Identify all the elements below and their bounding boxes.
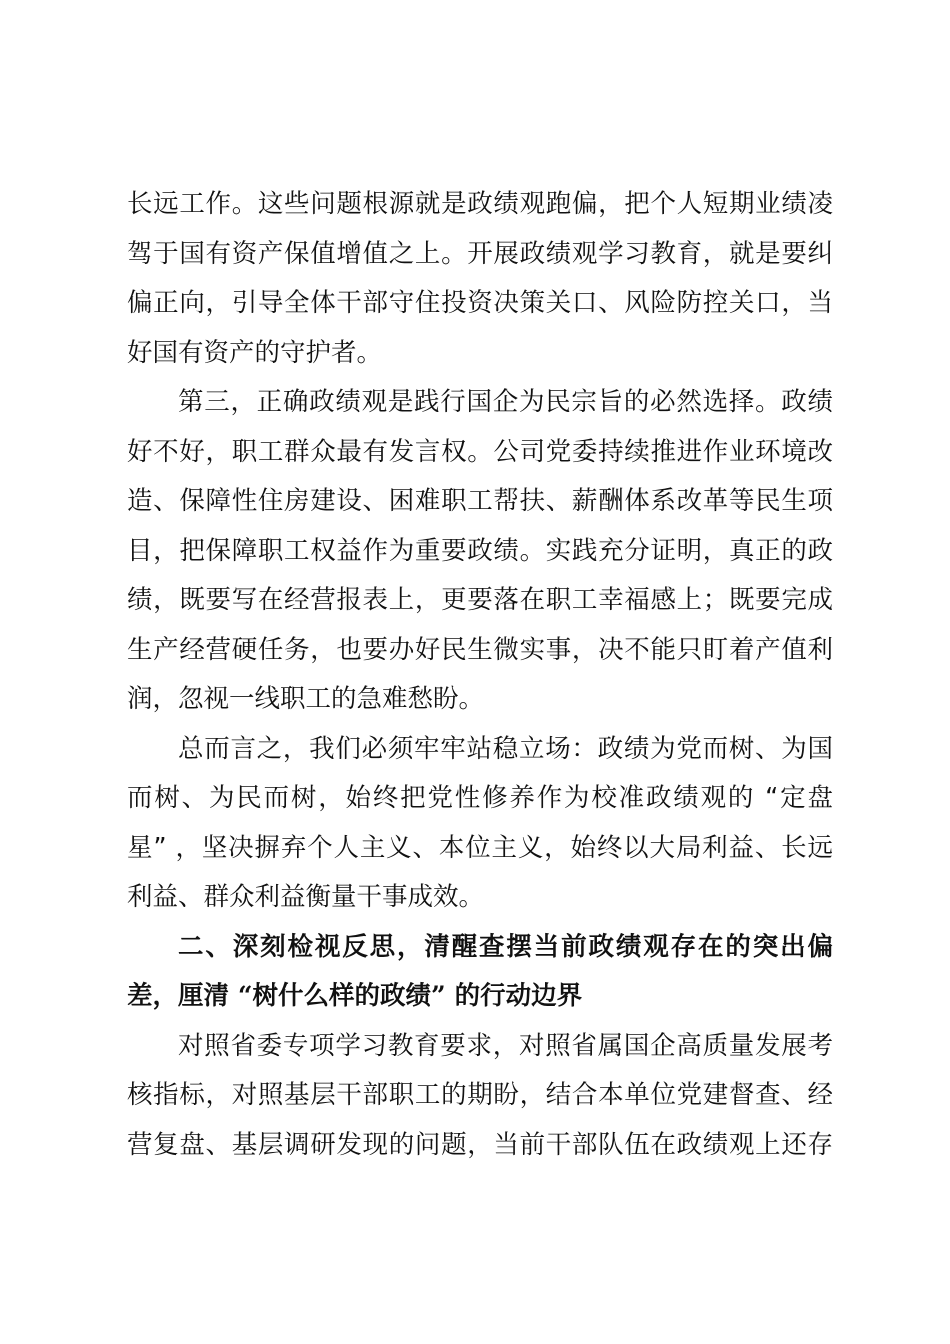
text-line: 目，把保障职工权益作为重要政绩。实践充分证明，真正的政 <box>127 535 833 566</box>
text-line: 驾于国有资产保值增值之上。开展政绩观学习教育，就是要纠 <box>127 238 833 269</box>
paragraph-review <box>127 1022 833 1171</box>
text-line: 绩，既要写在经营报表上，更要落在职工幸福感上；既要完成 <box>127 585 833 615</box>
text-line: 营复盘、基层调研发现的问题，当前干部队伍在政绩观上还存 <box>127 1129 833 1160</box>
text-line: 长远工作。这些问题根源就是政绩观跑偏，把个人短期业绩凌 <box>127 189 833 219</box>
heading-line: 二、深刻检视反思，清醒查摆当前政绩观存在的突出偏 <box>178 931 833 962</box>
section-heading <box>127 923 833 1022</box>
text-line: 第三，正确政绩观是践行国企为民宗旨的必然选择。政绩 <box>178 387 833 417</box>
document-body <box>127 180 833 1170</box>
text-line: 润，忽视一线职工的急难愁盼。 <box>127 684 485 714</box>
text-line: 造、保障性住房建设、困难职工帮扶、薪酬体系改革等民生项 <box>127 486 833 516</box>
paragraph-summary <box>127 725 833 923</box>
paragraph-continued <box>127 180 833 378</box>
text-line: 而树、为民而树，始终把党性修养作为校准政绩观的 “定盘 <box>127 783 833 813</box>
text-line: 偏正向，引导全体干部守住投资决策关口、风险防控关口，当 <box>127 288 833 318</box>
heading-line: 差，厘清 “树什么样的政绩” 的行动边界 <box>127 981 583 1011</box>
text-line: 核指标，对照基层干部职工的期盼，结合本单位党建督查、经 <box>127 1080 833 1110</box>
text-line: 好国有资产的守护者。 <box>127 337 383 368</box>
text-line: 好不好，职工群众最有发言权。公司党委持续推进作业环境改 <box>127 436 833 467</box>
text-line: 对照省委专项学习教育要求，对照省属国企高质量发展考 <box>178 1030 833 1061</box>
text-line: 总而言之，我们必须牢牢站稳立场：政绩为党而树、为国 <box>178 733 833 764</box>
text-line: 利益、群众利益衡量干事成效。 <box>127 882 485 912</box>
text-line: 生产经营硬任务，也要办好民生微实事，决不能只盯着产值利 <box>127 634 833 665</box>
paragraph-third-point <box>127 378 833 725</box>
text-line: 星” ，坚决摒弃个人主义、本位主义，始终以大局利益、长远 <box>127 832 833 863</box>
